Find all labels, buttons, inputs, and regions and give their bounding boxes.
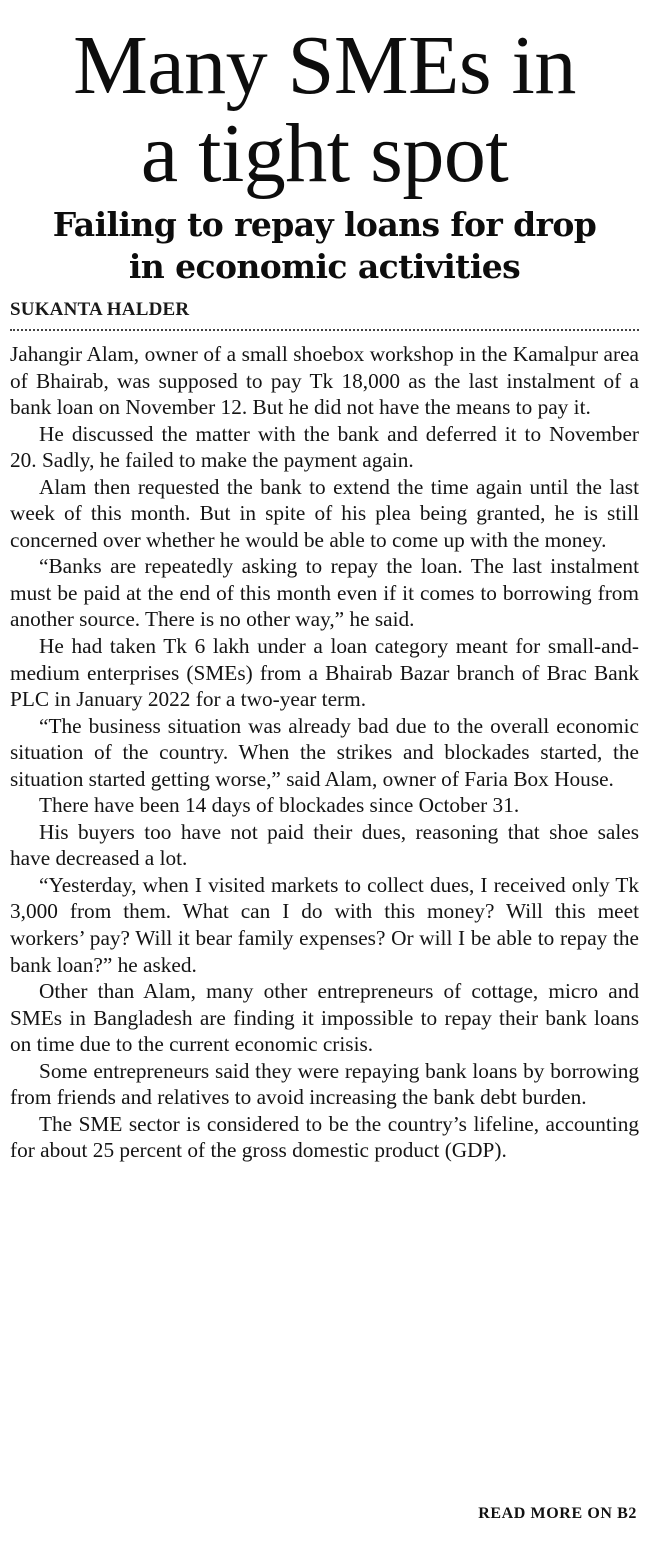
read-more-link[interactable]: READ MORE ON B2 xyxy=(478,1505,637,1522)
paragraph: Other than Alam, many other entrepreneurs of cottage, micro and SMEs in Bangladesh are finding it impossible to repay their bank loans on time due to the current economic crisis. xyxy=(10,979,639,1057)
byline: SUKANTA HALDER xyxy=(10,299,190,320)
paragraph: He discussed the matter with the bank and deferred it to November 20. Sadly, he failed to make the payment again. xyxy=(10,421,639,473)
headline xyxy=(10,0,639,198)
paragraph: “Banks are repeatedly asking to repay the loan. The last instalment must be paid at the end of this month even if it comes to borrowing from another source. There is no other way,” he said. xyxy=(10,554,639,632)
paragraph: His buyers too have not paid their dues, reasoning that shoe sales have decreased a lot. xyxy=(10,819,639,871)
paragraph: Some entrepreneurs said they were repaying bank loans by borrowing from friends and relatives to avoid increasing the bank debt burden. xyxy=(10,1058,639,1110)
paragraph: The SME sector is considered to be the country’s lifeline, accounting for about 25 percent of the gross domestic product (GDP). xyxy=(10,1111,639,1163)
paragraph: Alam then requested the bank to extend the time again until the last week of this month. But in spite of his plea being granted, he is still concerned over whether he would be able to come up with the money. xyxy=(10,474,639,552)
subheadline-line-2: in economic activities xyxy=(128,247,521,286)
dotted-divider xyxy=(10,329,639,331)
paragraph: “Yesterday, when I visited markets to collect dues, I received only Tk 3,000 from them. What can I do with this money? Will this meet workers’ pay? Will it bear family expenses? Or will I be able to repay the bank loan?” he asked. xyxy=(10,872,639,977)
paragraph: Jahangir Alam, owner of a small shoebox workshop in the Kamalpur area of Bhairab, was supposed to pay Tk 18,000 as the last instalment of a bank loan on November 12. But he did not have the means to pay it. xyxy=(10,342,639,420)
paragraph: There have been 14 days of blockades since October 31. xyxy=(39,793,520,818)
headline-line-1: Many SMEs in xyxy=(73,19,576,112)
subheadline xyxy=(10,204,639,288)
article-body xyxy=(10,341,639,1164)
subheadline-line-1: Failing to repay loans for drop xyxy=(52,205,597,244)
news-article xyxy=(10,0,639,1164)
paragraph: “The business situation was already bad due to the overall economic situation of the country. When the strikes and blockades started, the situation started getting worse,” said Alam, owner of Faria Box House. xyxy=(10,713,639,791)
headline-line-2: a tight spot xyxy=(140,107,509,200)
paragraph: He had taken Tk 6 lakh under a loan category meant for small-and-medium enterprises (SMEs) from a Bhairab Bazar branch of Brac Bank PLC in January 2022 for a two-year term. xyxy=(10,634,639,712)
